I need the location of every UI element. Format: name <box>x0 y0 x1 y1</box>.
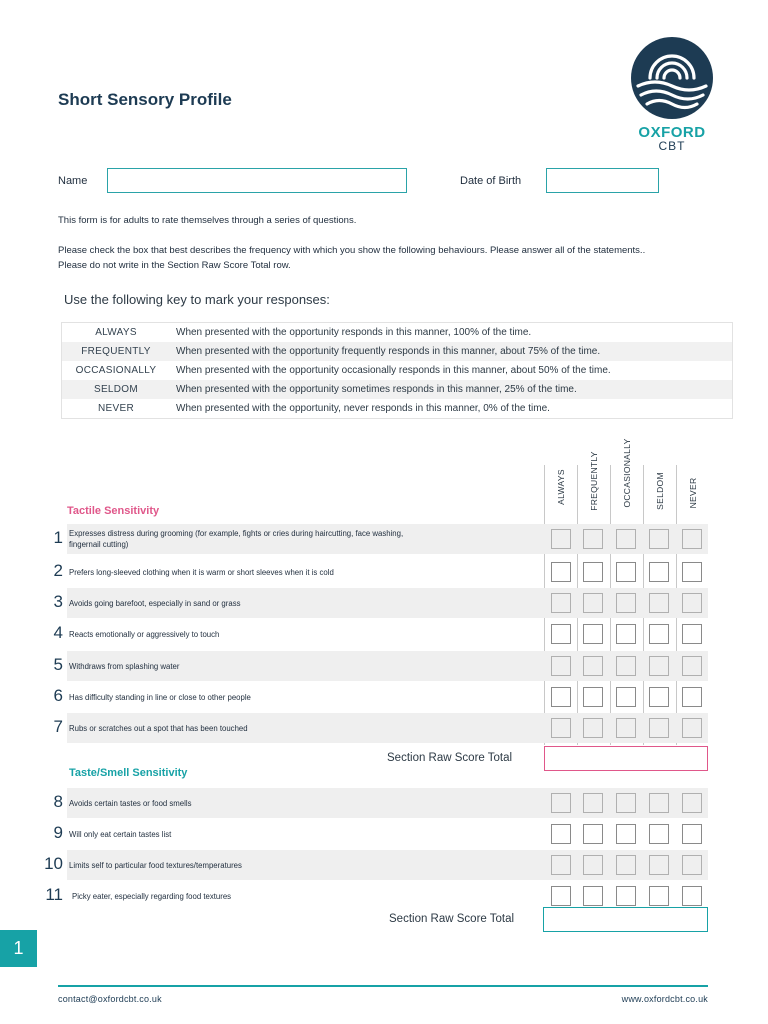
key-term: NEVER <box>98 403 134 414</box>
checkbox-always[interactable] <box>551 886 571 906</box>
key-term: FREQUENTLY <box>81 346 151 357</box>
checkbox-frequently[interactable] <box>583 793 603 813</box>
footer-email[interactable]: contact@oxfordcbt.co.uk <box>58 994 162 1004</box>
checkbox-never[interactable] <box>682 855 702 875</box>
column-header-label: ALWAYS <box>555 469 566 505</box>
key-desc: When presented with the opportunity occasionally responds in this manner, about 50% of the time. <box>176 365 611 376</box>
key-desc: When presented with the opportunity frequently responds in this manner, about 75% of the time. <box>176 346 601 357</box>
question-row <box>53 524 708 554</box>
section-title-tactile: Tactile Sensitivity <box>67 505 160 517</box>
checkbox-frequently[interactable] <box>583 656 603 676</box>
question-text: Picky eater, especially regarding food textures <box>72 892 232 901</box>
checkbox-always[interactable] <box>551 529 571 549</box>
question-row <box>53 557 708 587</box>
checkbox-never[interactable] <box>682 562 702 582</box>
raw-score-label: Section Raw Score Total <box>389 913 515 925</box>
checkbox-frequently[interactable] <box>583 855 603 875</box>
checkbox-seldom[interactable] <box>649 824 669 844</box>
logo-text-oxford: OXFORD <box>638 124 706 141</box>
checkbox-always[interactable] <box>551 718 571 738</box>
checkbox-never[interactable] <box>682 718 702 738</box>
checkbox-frequently[interactable] <box>583 718 603 738</box>
checkbox-seldom[interactable] <box>649 718 669 738</box>
question-number: 11 <box>45 885 63 904</box>
question-row <box>53 682 708 712</box>
question-row <box>53 651 708 681</box>
logo-text-cbt: CBT <box>658 139 686 153</box>
checkbox-always[interactable] <box>551 793 571 813</box>
checkbox-frequently[interactable] <box>583 824 603 844</box>
question-number: 4 <box>53 623 63 642</box>
question-row <box>53 819 708 849</box>
footer-divider <box>58 985 708 987</box>
checkbox-frequently[interactable] <box>583 624 603 644</box>
raw-score-label: Section Raw Score Total <box>387 752 513 764</box>
key-desc: When presented with the opportunity, never responds in this manner, 0% of the time. <box>176 403 550 414</box>
key-row <box>62 361 732 380</box>
checkbox-seldom[interactable] <box>649 886 669 906</box>
raw-score-total-taste-smell[interactable] <box>543 907 708 932</box>
question-number: 9 <box>53 823 63 842</box>
key-row <box>62 342 732 361</box>
question-number: 6 <box>53 686 63 705</box>
checkbox-always[interactable] <box>551 624 571 644</box>
question-text: fingernail cutting) <box>69 540 129 549</box>
checkbox-never[interactable] <box>682 656 702 676</box>
key-term: SELDOM <box>93 384 139 395</box>
key-row <box>62 323 732 342</box>
question-row <box>53 788 708 818</box>
checkbox-occasionally[interactable] <box>616 529 636 549</box>
checkbox-always[interactable] <box>551 562 571 582</box>
checkbox-never[interactable] <box>682 886 702 906</box>
key-term: OCCASIONALLY <box>75 365 157 376</box>
checkbox-occasionally[interactable] <box>616 687 636 707</box>
name-field[interactable] <box>107 168 407 193</box>
dob-field[interactable] <box>546 168 659 193</box>
question-text: Will only eat certain tastes list <box>69 830 172 839</box>
column-header-occasionally <box>610 438 643 520</box>
question-number: 10 <box>44 854 63 873</box>
oxford-cbt-logo <box>626 34 718 153</box>
logo-wave-icon <box>628 34 716 122</box>
name-label: Name <box>58 175 88 187</box>
question-text: Rubs or scratches out a spot that has been touched <box>69 724 248 733</box>
checkbox-never[interactable] <box>682 687 702 707</box>
checkbox-frequently[interactable] <box>583 886 603 906</box>
intro-text: This form is for adults to rate themselves through a series of questions. <box>58 215 357 226</box>
checkbox-occasionally[interactable] <box>616 656 636 676</box>
key-desc: When presented with the opportunity responds in this manner, 100% of the time. <box>176 327 532 338</box>
column-header-always <box>544 448 577 520</box>
question-text: Avoids going barefoot, especially in sand or grass <box>69 599 241 608</box>
column-header-label: SELDOM <box>654 472 665 510</box>
column-header-label: FREQUENTLY <box>588 451 599 511</box>
checkbox-seldom[interactable] <box>649 687 669 707</box>
checkbox-never[interactable] <box>682 824 702 844</box>
checkbox-always[interactable] <box>551 855 571 875</box>
question-row <box>44 850 708 880</box>
checkbox-occasionally[interactable] <box>616 886 636 906</box>
checkbox-seldom[interactable] <box>649 855 669 875</box>
checkbox-seldom[interactable] <box>649 562 669 582</box>
column-header-never <box>676 448 709 520</box>
checkbox-occasionally[interactable] <box>616 718 636 738</box>
checkbox-frequently[interactable] <box>583 687 603 707</box>
question-number: 7 <box>53 717 63 736</box>
question-row <box>53 619 708 649</box>
question-text: Prefers long-sleeved clothing when it is warm or short sleeves when it is cold <box>69 568 334 577</box>
checkbox-never[interactable] <box>682 529 702 549</box>
question-row <box>53 588 708 618</box>
checkbox-seldom[interactable] <box>649 656 669 676</box>
key-row <box>62 399 732 418</box>
column-header-label: OCCASIONALLY <box>621 438 632 508</box>
question-text: Withdraws from splashing water <box>69 662 180 671</box>
question-text: Avoids certain tastes or food smells <box>69 799 192 808</box>
checkbox-always[interactable] <box>551 656 571 676</box>
checkbox-frequently[interactable] <box>583 529 603 549</box>
checkbox-occasionally[interactable] <box>616 824 636 844</box>
key-term: ALWAYS <box>95 327 137 338</box>
checkbox-seldom[interactable] <box>649 624 669 644</box>
question-number: 1 <box>53 528 63 547</box>
question-text: Expresses distress during grooming (for example, fights or cries during haircutting, face washing, <box>69 529 404 538</box>
checkbox-seldom[interactable] <box>649 793 669 813</box>
checkbox-occasionally[interactable] <box>616 562 636 582</box>
checkbox-frequently[interactable] <box>583 562 603 582</box>
checkbox-never[interactable] <box>682 624 702 644</box>
checkbox-never[interactable] <box>682 793 702 813</box>
key-row <box>62 380 732 399</box>
instructions-text: Please check the box that best describes the frequency with which you show the following behaviours. Please answer all of the statements.. Please do not write in the Section Raw Score Total row. <box>58 245 646 271</box>
column-header-label: NEVER <box>687 477 698 509</box>
checkbox-occasionally[interactable] <box>616 624 636 644</box>
question-text: Has difficulty standing in line or close to other people <box>69 693 251 702</box>
checkbox-occasionally[interactable] <box>616 855 636 875</box>
page-number-badge: 1 <box>0 930 37 967</box>
question-number: 5 <box>53 655 63 674</box>
dob-label: Date of Birth <box>460 175 522 187</box>
checkbox-always[interactable] <box>551 593 571 613</box>
column-header-seldom <box>643 448 676 520</box>
column-header-frequently <box>577 448 610 520</box>
checkbox-seldom[interactable] <box>649 593 669 613</box>
page-title: Short Sensory Profile <box>58 90 232 109</box>
checkbox-seldom[interactable] <box>649 529 669 549</box>
footer-website[interactable]: www.oxfordcbt.co.uk <box>621 994 708 1004</box>
checkbox-always[interactable] <box>551 687 571 707</box>
checkbox-always[interactable] <box>551 824 571 844</box>
question-number: 3 <box>53 592 63 611</box>
key-heading: Use the following key to mark your responses: <box>64 292 330 307</box>
question-text: Limits self to particular food textures/temperatures <box>69 861 242 870</box>
checkbox-occasionally[interactable] <box>616 793 636 813</box>
checkbox-never[interactable] <box>682 593 702 613</box>
question-row <box>53 713 708 743</box>
question-number: 2 <box>53 561 63 580</box>
key-table <box>61 322 733 419</box>
key-desc: When presented with the opportunity sometimes responds in this manner, 25% of the time. <box>176 384 577 395</box>
raw-score-total-tactile[interactable] <box>544 746 708 771</box>
checkbox-occasionally[interactable] <box>616 593 636 613</box>
question-number: 8 <box>53 792 63 811</box>
question-text: Reacts emotionally or aggressively to touch <box>69 630 220 639</box>
checkbox-frequently[interactable] <box>583 593 603 613</box>
section-title-taste-smell: Taste/Smell Sensitivity <box>69 767 188 779</box>
